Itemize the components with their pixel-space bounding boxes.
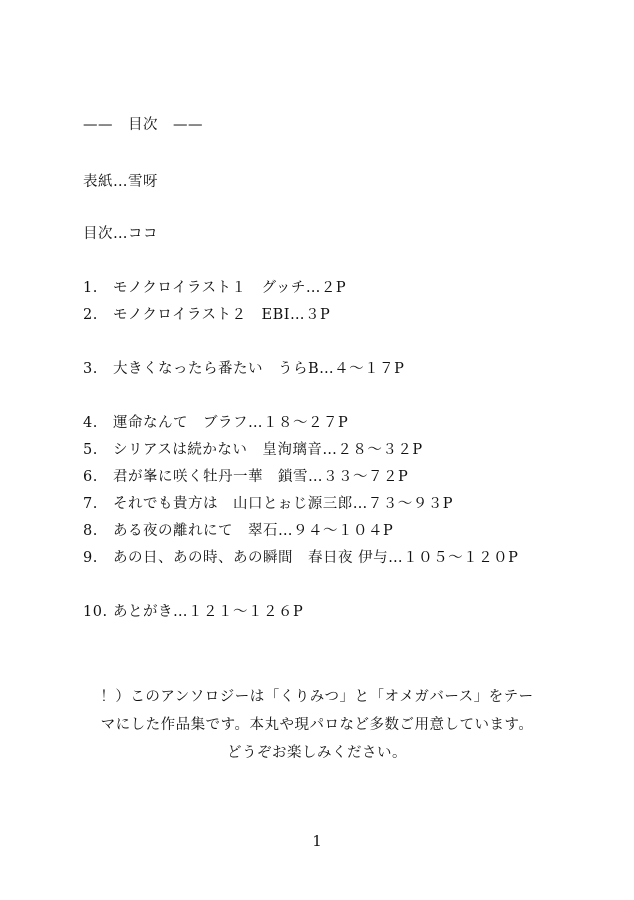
toc-item	[83, 467, 408, 487]
toc-item-number: 4.	[83, 415, 98, 431]
toc-item-text: それでも貴方は 山口とぉじ源三郎…７３～９３P	[113, 496, 453, 512]
toc-item-number: 9.	[83, 550, 98, 566]
toc-item-text: ある夜の離れにて 翠石…９４～１０４P	[113, 523, 394, 539]
toc-item	[83, 278, 346, 298]
toc-item-number: 1.	[83, 280, 98, 296]
toc-item	[83, 359, 404, 379]
note-line: どうぞお楽しみください。	[227, 745, 407, 761]
toc-cover-entry: 表紙…雪呀	[83, 174, 158, 190]
toc-item-number: 5.	[83, 442, 98, 458]
toc-item-number: 8.	[83, 523, 98, 539]
anthology-note	[60, 683, 574, 767]
toc-item-number: 7.	[83, 496, 98, 512]
note-line: マにした作品集です。本丸や現パロなど多数ご用意しています。	[100, 717, 534, 733]
toc-item-number: 2.	[83, 307, 98, 323]
toc-item	[83, 305, 330, 325]
toc-heading: —— 目次 ——	[83, 117, 203, 133]
toc-item-text: モノクロイラスト１ グッチ…２P	[113, 280, 347, 296]
toc-item	[83, 548, 518, 568]
toc-item-text: 運命なんて ブラフ…１８～２７P	[113, 415, 349, 431]
toc-item-number: 10.	[83, 604, 108, 620]
toc-item-number: 6.	[83, 469, 98, 485]
toc-contents-entry: 目次…ココ	[83, 226, 158, 242]
toc-item	[83, 440, 423, 460]
note-line: ！）このアンソロジーは「くりみつ」と「オメガバース」をテー	[100, 689, 534, 705]
toc-item-text: あとがき…１２１～１２６P	[113, 604, 304, 620]
toc-item	[83, 413, 348, 433]
toc-item	[83, 521, 393, 541]
toc-item-number: 3.	[83, 361, 98, 377]
toc-item-text: あの日、あの時、あの瞬間 春日夜 伊与…１０５～１２０P	[113, 550, 519, 566]
toc-item-text: 大きくなったら番たい うらB…４～１７P	[113, 361, 405, 377]
toc-item	[83, 602, 303, 622]
toc-item-text: モノクロイラスト２ EBI…３P	[113, 307, 331, 323]
page-number: 1	[312, 832, 322, 850]
toc-item-text: シリアスは続かない 皇洵璃音…２８～３２P	[113, 442, 423, 458]
toc-item-text: 君が峯に咲く牡丹一華 鎖雪…３３～７２P	[113, 469, 409, 485]
toc-item	[83, 494, 453, 514]
